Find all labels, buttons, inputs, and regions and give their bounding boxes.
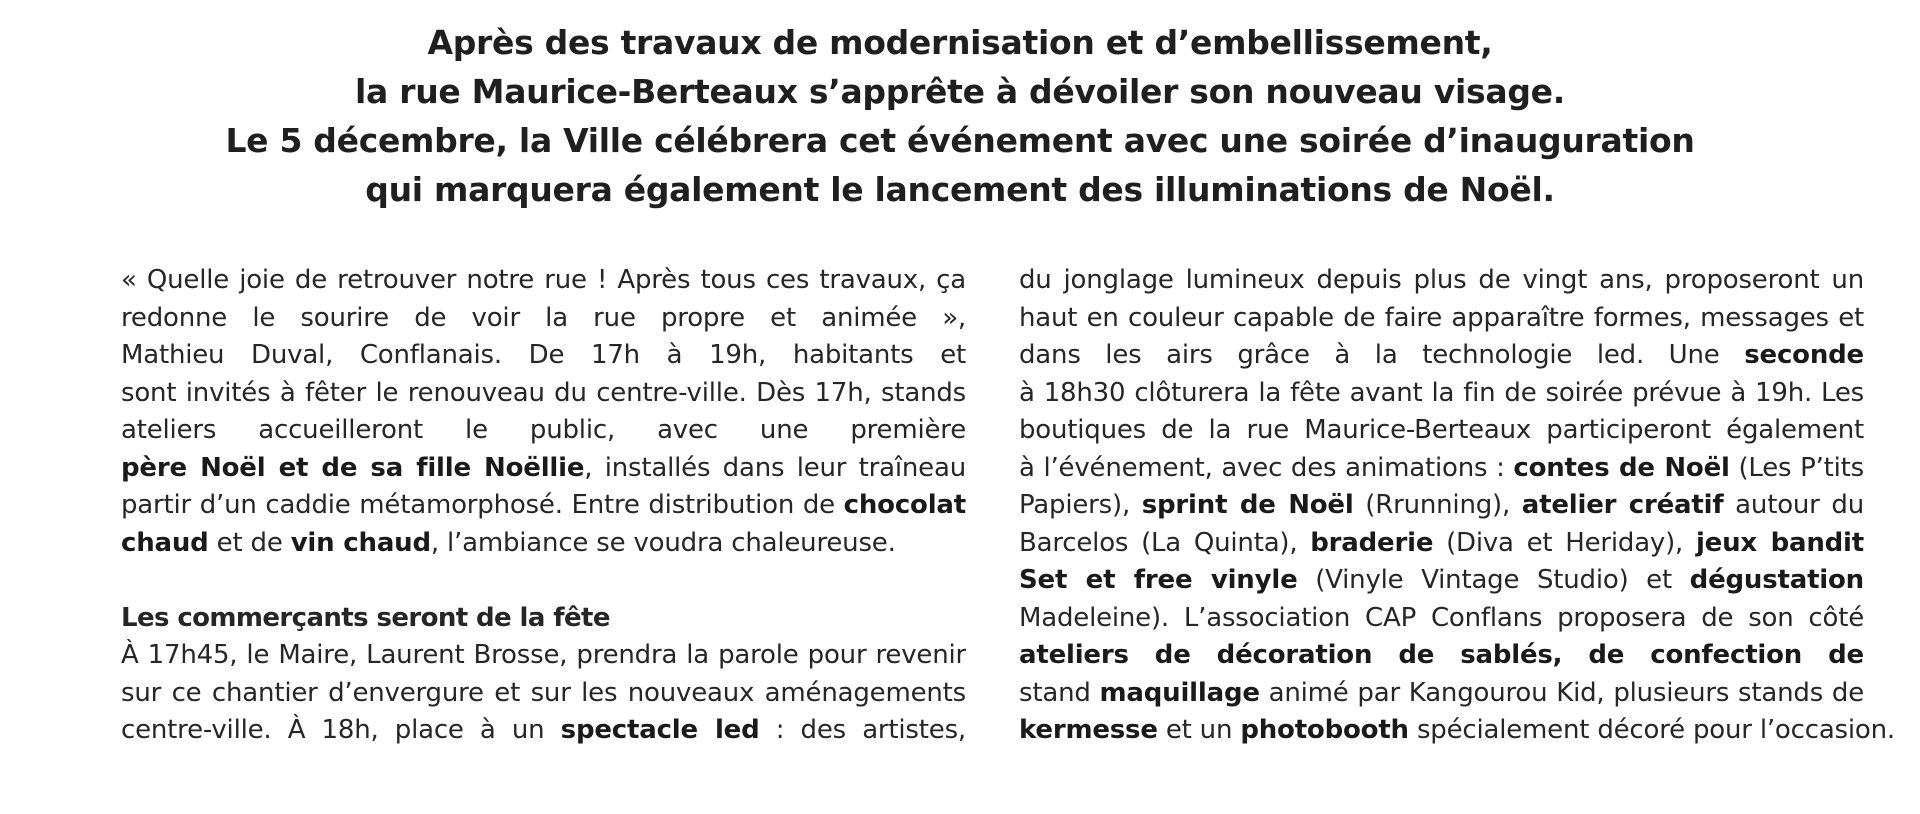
spacer [121, 562, 966, 600]
headline-line: Le 5 décembre, la Ville célébrera cet événement avec une soirée d’inauguration [225, 121, 1695, 160]
bold-phrase: maquillage [1099, 677, 1260, 708]
text-line: haut en couleur capable de faire apparaître formes, messages et [1019, 302, 1864, 333]
bold-phrase: chaud [121, 527, 209, 558]
text-line [1019, 637, 1864, 675]
text-line: centre-ville. À 18h, place à un spectacle led : des artistes, [121, 715, 966, 745]
bold-phrase: Set et free vinyle [1019, 565, 1298, 595]
bold-phrase: dégustation [1689, 565, 1864, 595]
text-line: Mathieu Duval, Conflanais. De 17h à 19h, habitants et [121, 340, 966, 370]
text-line: Madeleine). L’association CAP Conflans proposera de son côté [1019, 602, 1864, 633]
text-line: Set et free vinyle (Vinyle Vintage Studio) et dégustation [1019, 565, 1864, 595]
text-line: Barcelos (La Quinta), braderie (Diva et Heriday), jeux bandit [1019, 527, 1864, 558]
bold-phrase: contes de Noël [1513, 452, 1730, 483]
bold-phrase: chocolat [843, 490, 966, 520]
text-line: chaud et de vin chaud, l’ambiance se voudra chaleureuse. [121, 527, 896, 558]
bold-phrase: kermesse [1019, 715, 1158, 745]
bold-phrase: photobooth [1240, 715, 1409, 745]
bold-phrase: atelier créatif [1521, 490, 1724, 520]
text-line: sur ce chantier d’envergure et sur les nouveaux aménagements [121, 677, 966, 708]
article-headline [200, 18, 1720, 214]
bold-phrase: sprint de Noël [1141, 490, 1354, 520]
text-line: partir d’un caddie métamorphosé. Entre distribution de chocolat [121, 490, 966, 520]
text-line: kermesse et un photobooth spécialement décoré pour l’occasion. [1019, 715, 1895, 745]
text-line: sont invités à fêter le renouveau du centre-ville. Dès 17h, stands [121, 377, 966, 408]
bold-phrase: ateliers de décoration de sablés, de confection de [1019, 640, 1864, 670]
headline-line: la rue Maurice-Berteaux s’apprête à dévoiler son nouveau visage. [355, 72, 1565, 111]
bold-phrase: braderie [1310, 527, 1434, 558]
text-line: à l’événement, avec des animations : contes de Noël (Les P’tits [1019, 452, 1864, 483]
second-paragraph [121, 637, 966, 750]
text-line: redonne le sourire de voir la rue propre et animée », [121, 302, 966, 333]
bold-phrase: père Noël et de sa fille Noëllie [121, 452, 585, 483]
bold-phrase: spectacle led [560, 715, 760, 745]
text-line: à 18h30 clôturera la fête avant la fin de soirée prévue à 19h. Les [1019, 377, 1864, 408]
headline-line: Après des travaux de modernisation et d’embellissement, [427, 23, 1493, 62]
text-line: À 17h45, le Maire, Laurent Brosse, prendra la parole pour revenir [121, 640, 966, 670]
bold-phrase: seconde [1744, 340, 1864, 370]
left-column [121, 262, 966, 750]
text-line: stand maquillage animé par Kangourou Kid, plusieurs stands de [1019, 677, 1864, 708]
text-line: boutiques de la rue Maurice-Berteaux participeront également [1019, 415, 1864, 445]
text-line: Papiers), sprint de Noël (Rrunning), atelier créatif autour du [1019, 490, 1864, 520]
text-line: père Noël et de sa fille Noëllie, installés dans leur traîneau [121, 452, 966, 483]
headline-line: qui marquera également le lancement des illuminations de Noël. [365, 170, 1555, 209]
intro-paragraph [121, 262, 966, 562]
text-line: ateliers accueilleront le public, avec une première [121, 415, 966, 445]
section-subheading: Les commerçants seront de la fête [121, 602, 610, 633]
text-line: dans les airs grâce à la technologie led. Une seconde [1019, 337, 1864, 375]
text-line: du jonglage lumineux depuis plus de vingt ans, proposeront un [1019, 265, 1864, 295]
bold-phrase: vin chaud [290, 527, 431, 558]
text-line: « Quelle joie de retrouver notre rue ! Après tous ces travaux, ça [121, 265, 966, 295]
right-column [1019, 262, 1895, 750]
bold-phrase: jeux bandit [1695, 527, 1864, 558]
